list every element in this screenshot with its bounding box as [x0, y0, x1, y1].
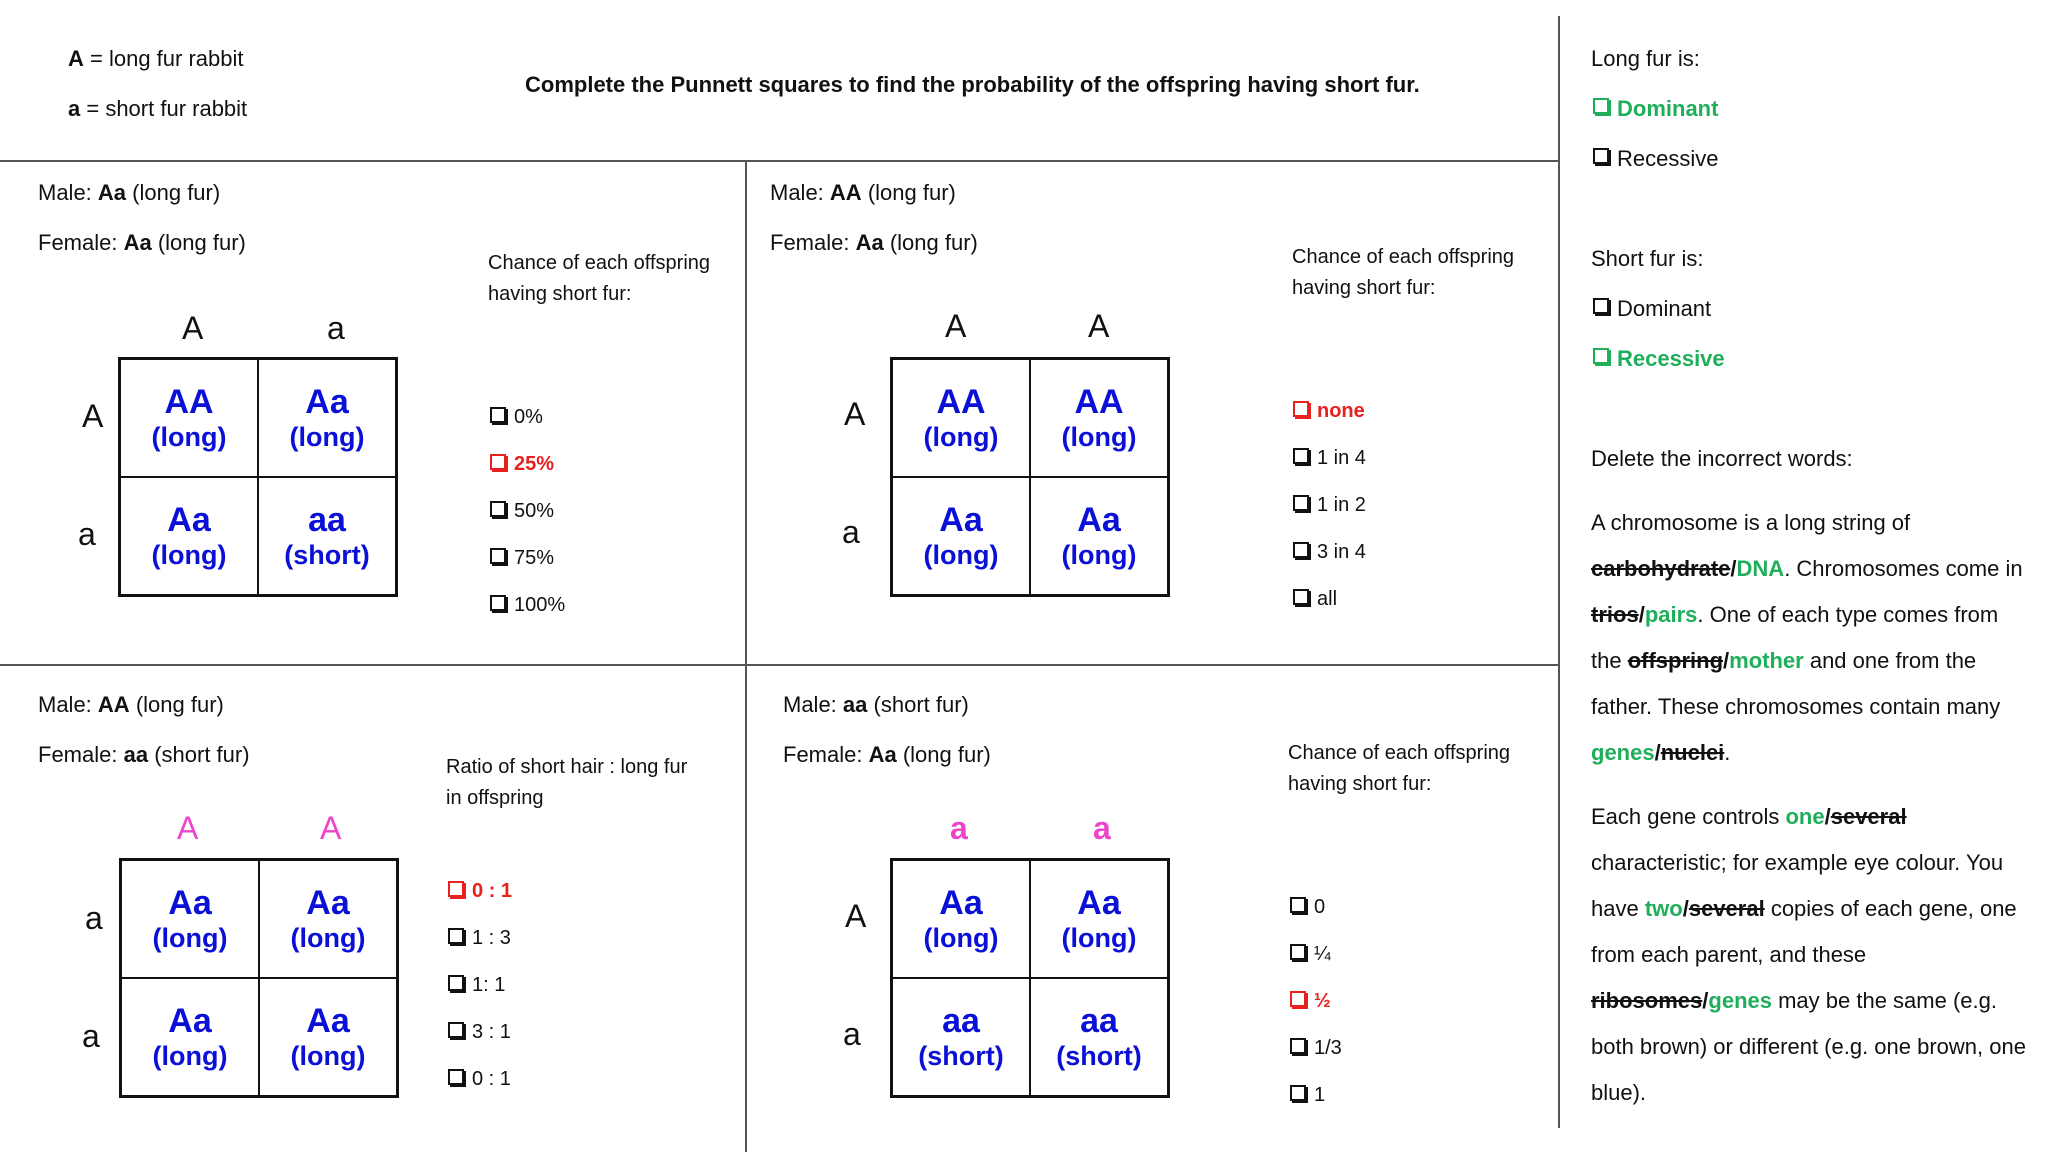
long-fur-dominant-option[interactable]: Dominant	[1593, 96, 1718, 122]
q4-cell[interactable]: aa (short)	[892, 978, 1030, 1096]
q2-option[interactable]: 1 in 4	[1293, 447, 1366, 470]
q2-female: Female: Aa (long fur)	[770, 230, 978, 255]
correct-word[interactable]: genes	[1708, 988, 1772, 1013]
checkbox-icon	[1293, 589, 1309, 605]
checkbox-icon	[1290, 897, 1306, 913]
middle-horizontal-divider	[0, 664, 1558, 666]
q2-option-selected[interactable]: none	[1293, 400, 1365, 423]
q4-side-allele: A	[845, 898, 867, 934]
checkbox-icon	[1293, 448, 1309, 464]
q4-option-selected[interactable]: ½	[1290, 990, 1331, 1013]
q4-option[interactable]: ¼	[1290, 943, 1331, 966]
q4-question: Chance of each offspring having short fur:	[1288, 742, 1511, 795]
checkbox-icon	[448, 881, 464, 897]
gene-paragraph: Each gene controls one/several characteristic; for example eye colour. You have two/several copies of each gene, one from each parent, and these ribosomes/genes may be the same (e.g. both brown) or different (e.g. one brown, one blue).	[1591, 804, 2026, 1105]
q4-option[interactable]: 1	[1290, 1084, 1325, 1107]
checkbox-icon	[1290, 944, 1306, 960]
struck-word[interactable]: trios	[1591, 602, 1639, 627]
q4-option[interactable]: 1/3	[1290, 1037, 1342, 1060]
q2-top-allele: A	[945, 308, 967, 344]
short-fur-dominant-option[interactable]: Dominant	[1593, 296, 1711, 322]
q3-option[interactable]: 1: 1	[448, 974, 505, 997]
q1-top-allele: a	[327, 310, 345, 346]
q4-option[interactable]: 0	[1290, 896, 1325, 919]
q3-cell[interactable]: Aa (long)	[259, 860, 397, 978]
q4-cell[interactable]: Aa (long)	[892, 860, 1030, 978]
q4-cell[interactable]: aa (short)	[1030, 978, 1168, 1096]
key-recessive: a = short fur rabbit	[68, 96, 248, 121]
q4-cell[interactable]: Aa (long)	[1030, 860, 1168, 978]
q4-top-allele: a	[1093, 810, 1111, 846]
correct-word[interactable]: mother	[1729, 648, 1804, 673]
q1-top-allele: A	[182, 310, 204, 346]
checkbox-icon	[490, 595, 506, 611]
q2-question: Chance of each offspring having short fur:	[1292, 246, 1515, 299]
instruction-title: Complete the Punnett squares to find the probability of the offspring having short fur.	[525, 72, 1420, 97]
header-divider	[0, 160, 1558, 162]
middle-vertical-divider	[745, 160, 747, 1152]
q3-female: Female: aa (short fur)	[38, 742, 250, 767]
short-fur-title: Short fur is:	[1591, 246, 1704, 271]
q3-question: Ratio of short hair : long fur in offspring	[446, 756, 688, 809]
checkbox-icon	[1293, 542, 1309, 558]
q4-grid	[890, 858, 1170, 1098]
delete-title: Delete the incorrect words:	[1591, 446, 1853, 471]
key-dominant: A = long fur rabbit	[68, 46, 244, 71]
q3-option[interactable]: 0 : 1	[448, 1068, 511, 1091]
long-fur-title: Long fur is:	[1591, 46, 1700, 71]
checkbox-icon	[1593, 348, 1609, 364]
sidebar-divider	[1558, 16, 1560, 1128]
q3-cell[interactable]: Aa (long)	[121, 978, 259, 1096]
correct-word[interactable]: two	[1644, 896, 1683, 921]
checkbox-icon	[448, 1069, 464, 1085]
q2-cell[interactable]: AA (long)	[892, 359, 1030, 477]
q3-side-allele: a	[85, 900, 103, 936]
q4-side-allele: a	[843, 1016, 861, 1052]
q3-cell[interactable]: Aa (long)	[121, 860, 259, 978]
struck-word[interactable]: carbohydrate	[1591, 556, 1731, 581]
q2-top-allele: A	[1088, 308, 1110, 344]
q2-side-allele: A	[844, 396, 866, 432]
q3-option[interactable]: 3 : 1	[448, 1021, 511, 1044]
q3-side-allele: a	[82, 1018, 100, 1054]
q3-option[interactable]: 1 : 3	[448, 927, 511, 950]
q4-top-allele: a	[950, 810, 968, 846]
q1-option[interactable]: 50%	[490, 500, 554, 523]
struck-word[interactable]: offspring	[1627, 648, 1724, 673]
checkbox-icon	[448, 975, 464, 991]
q2-cell[interactable]: AA (long)	[1030, 359, 1168, 477]
checkbox-icon	[1293, 401, 1309, 417]
checkbox-icon	[1293, 495, 1309, 511]
checkbox-icon	[1593, 298, 1609, 314]
correct-word[interactable]: DNA	[1736, 556, 1785, 581]
q1-cell[interactable]: Aa (long)	[120, 477, 258, 595]
struck-word[interactable]: ribosomes	[1591, 988, 1703, 1013]
correct-word[interactable]: genes	[1591, 740, 1655, 765]
q2-option[interactable]: 1 in 2	[1293, 494, 1366, 517]
q2-side-allele: a	[842, 514, 860, 550]
correct-word[interactable]: pairs	[1644, 602, 1698, 627]
q3-top-allele: A	[177, 810, 199, 846]
checkbox-icon	[448, 1022, 464, 1038]
q2-cell[interactable]: Aa (long)	[1030, 477, 1168, 595]
q1-female: Female: Aa (long fur)	[38, 230, 246, 255]
q3-cell[interactable]: Aa (long)	[259, 978, 397, 1096]
checkbox-icon	[490, 501, 506, 517]
q2-male: Male: AA (long fur)	[770, 180, 956, 205]
q1-cell[interactable]: aa (short)	[258, 477, 396, 595]
checkbox-icon	[490, 407, 506, 423]
q2-cell[interactable]: Aa (long)	[892, 477, 1030, 595]
checkbox-icon	[490, 454, 506, 470]
checkbox-icon	[1593, 148, 1609, 164]
checkbox-icon	[1593, 98, 1609, 114]
struck-word[interactable]: several	[1830, 804, 1907, 829]
checkbox-icon	[490, 548, 506, 564]
q1-side-allele: A	[82, 398, 104, 434]
short-fur-recessive-option[interactable]: Recessive	[1593, 346, 1725, 372]
q4-male: Male: aa (short fur)	[783, 692, 969, 717]
checkbox-icon	[448, 928, 464, 944]
q1-side-allele: a	[78, 516, 96, 552]
q1-option[interactable]: 0%	[490, 406, 543, 429]
q1-question: Chance of each offspring having short fur:	[488, 252, 711, 305]
chromosome-paragraph: A chromosome is a long string of carbohydrate/DNA. Chromosomes come in trios/pairs. One of each type comes from the offspring/mother and one from the father. These chromosomes contain many genes/nuclei.	[1591, 510, 2023, 765]
q1-cell[interactable]: AA (long)	[120, 359, 258, 477]
q1-cell[interactable]: Aa (long)	[258, 359, 396, 477]
q2-option[interactable]: all	[1293, 588, 1337, 611]
q3-top-allele: A	[320, 810, 342, 846]
struck-word[interactable]: several	[1688, 896, 1765, 921]
correct-word[interactable]: one	[1785, 804, 1825, 829]
long-fur-recessive-option[interactable]: Recessive	[1593, 146, 1718, 172]
q4-female: Female: Aa (long fur)	[783, 742, 991, 767]
checkbox-icon	[1290, 1038, 1306, 1054]
q2-option[interactable]: 3 in 4	[1293, 541, 1366, 564]
q1-option[interactable]: 100%	[490, 594, 565, 617]
q1-grid	[118, 357, 398, 597]
q1-male: Male: Aa (long fur)	[38, 180, 221, 205]
struck-word[interactable]: nuclei	[1660, 740, 1725, 765]
q3-grid	[119, 858, 399, 1098]
q2-grid	[890, 357, 1170, 597]
checkbox-icon	[1290, 1085, 1306, 1101]
q3-option-selected[interactable]: 0 : 1	[448, 880, 512, 903]
q3-male: Male: AA (long fur)	[38, 692, 224, 717]
q1-option[interactable]: 75%	[490, 547, 554, 570]
checkbox-icon	[1290, 991, 1306, 1007]
q1-option-selected[interactable]: 25%	[490, 453, 554, 476]
